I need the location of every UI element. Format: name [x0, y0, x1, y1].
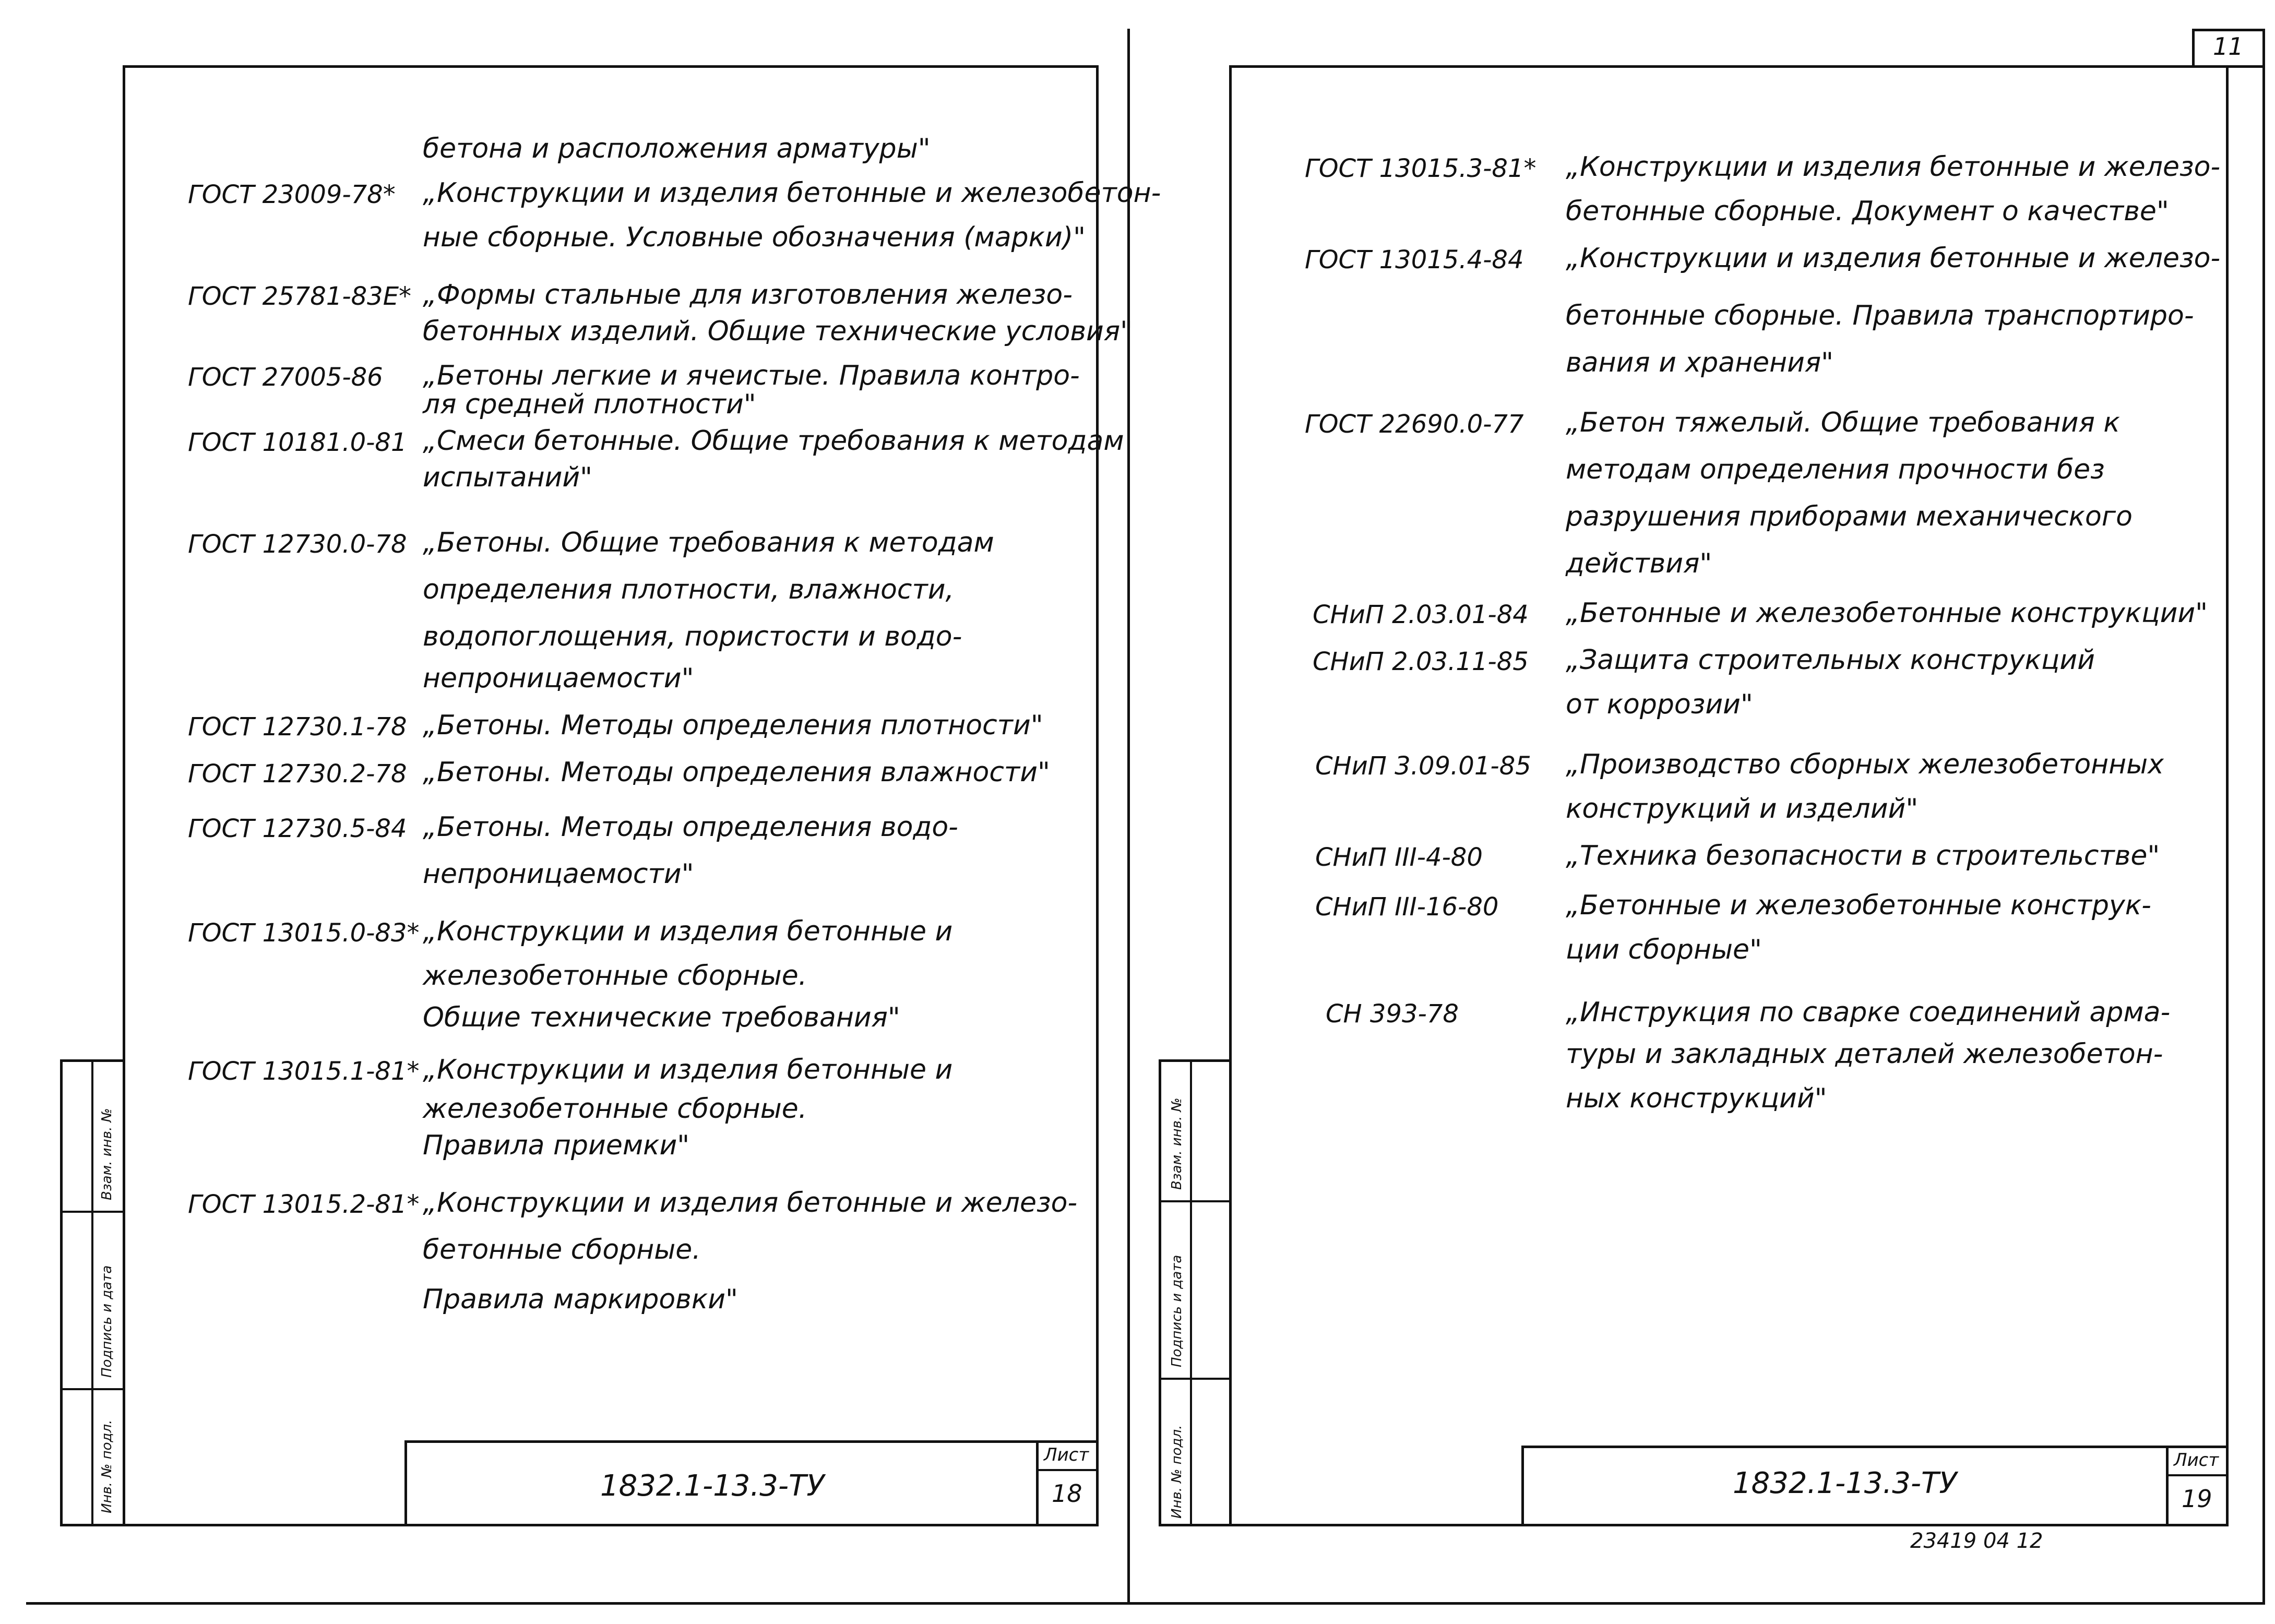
- right-entry-line: туры и закладных деталей железобетон-: [1566, 1038, 2163, 1070]
- left-entry-line: „Формы стальные для изготовления железо-: [423, 279, 1073, 311]
- right-entry-line: действия": [1566, 548, 1712, 579]
- left-entry-line: „Конструкции и изделия бетонные и: [423, 1054, 953, 1085]
- corner-number: 11: [2213, 32, 2244, 61]
- left-entry-line: „Конструкции и изделия бетонные и железо-: [423, 1187, 1078, 1219]
- right-entry-line: „Конструкции и изделия бетонные и железо-: [1566, 243, 2221, 274]
- right-margin-divider: [1190, 1059, 1192, 1526]
- right-entry-line: вания и хранения": [1566, 347, 1834, 378]
- left-entry-code: ГОСТ 12730.2-78: [188, 759, 407, 789]
- left-continuation-text: бетона и расположения арматуры": [423, 133, 931, 164]
- left-entry-line: „Бетоны. Методы определения влажности": [423, 757, 1050, 788]
- right-entry-code: ГОСТ 13015.3-81*: [1305, 154, 1536, 183]
- left-entry-line: „Смеси бетонные. Общие требования к методам: [423, 425, 1124, 457]
- left-margin-row: [60, 1211, 125, 1213]
- left-entry-line: Правила маркировки": [423, 1284, 738, 1315]
- archive-number: 23419 04 12: [1910, 1529, 2043, 1553]
- right-entry-code: СНиП III-4-80: [1315, 843, 1483, 872]
- left-entry-line: бетонных изделий. Общие технические условия": [423, 316, 1133, 347]
- left-entry-line: Общие технические требования": [423, 1002, 900, 1033]
- right-margin-row: [1159, 1200, 1232, 1202]
- left-margin-row: [60, 1388, 125, 1390]
- right-entry-line: ции сборные": [1566, 934, 1762, 965]
- right-entry-line: „Защита строительных конструкций: [1566, 644, 2095, 676]
- left-title-block-divider: [1036, 1440, 1039, 1526]
- right-entry-line: от коррозии": [1566, 689, 1753, 720]
- left-entry-line: определения плотности, влажности,: [423, 574, 955, 605]
- left-entry-line: ные сборные. Условные обозначения (марки)": [423, 222, 1086, 253]
- left-entry-line: бетонные сборные.: [423, 1234, 701, 1265]
- left-entry-code: ГОСТ 25781-83Е*: [188, 282, 412, 311]
- left-margin-label-1: Инв. № подл.: [99, 1419, 115, 1513]
- right-title-block-divider: [2166, 1446, 2169, 1526]
- right-entry-line: бетонные сборные. Документ о качестве": [1566, 196, 2169, 227]
- left-entry-line: ля средней плотности": [423, 389, 756, 420]
- right-margin-label-1: Инв. № подл.: [1169, 1425, 1185, 1519]
- left-entry-line: „Бетоны легкие и ячеистые. Правила контро-: [423, 360, 1080, 391]
- left-margin-label-3: Взам. инв. №: [99, 1108, 115, 1200]
- right-entry-code: ГОСТ 22690.0-77: [1305, 410, 1524, 439]
- left-entry-line: непроницаемости": [423, 663, 694, 694]
- left-margin-divider: [91, 1059, 93, 1526]
- right-sheet-number: 19: [2182, 1485, 2212, 1513]
- right-sheet-label: Лист: [2174, 1450, 2219, 1471]
- left-entry-code: ГОСТ 23009-78*: [188, 180, 396, 209]
- right-entry-line: ных конструкций": [1566, 1083, 1827, 1114]
- left-entry-line: „Конструкции и изделия бетонные и: [423, 916, 953, 947]
- left-entry-code: ГОСТ 27005-86: [188, 363, 383, 392]
- right-entry-line: конструкций и изделий": [1566, 793, 1919, 825]
- right-margin-label-3: Взам. инв. №: [1169, 1097, 1185, 1190]
- left-entry-line: Правила приемки": [423, 1130, 690, 1161]
- left-entry-line: железобетонные сборные.: [423, 960, 807, 992]
- bottom-border: [26, 1602, 2265, 1605]
- left-title-block-row: [1036, 1469, 1099, 1471]
- right-entry-line: „Бетонные и железобетонные конструкции": [1566, 598, 2208, 629]
- right-entry-line: бетонные сборные. Правила транспортиро-: [1566, 300, 2194, 331]
- left-entry-line: „Конструкции и изделия бетонные и железобетон-: [423, 177, 1161, 209]
- right-margin-row: [1159, 1378, 1232, 1380]
- left-sheet-number: 18: [1052, 1479, 1082, 1508]
- left-document-code: 1832.1-13.3-ТУ: [600, 1469, 825, 1503]
- right-title-block-row: [2166, 1474, 2229, 1476]
- left-entry-code: ГОСТ 12730.0-78: [188, 530, 407, 559]
- right-entry-line: методам определения прочности без: [1566, 454, 2105, 485]
- left-entry-code: ГОСТ 12730.1-78: [188, 712, 407, 742]
- left-entry-code: ГОСТ 13015.0-83*: [188, 918, 420, 948]
- left-entry-line: железобетонные сборные.: [423, 1093, 807, 1125]
- left-entry-line: „Бетоны. Методы определения плотности": [423, 710, 1043, 741]
- right-entry-line: „Бетонные и железобетонные конструк-: [1566, 890, 2151, 921]
- left-entry-line: „Бетоны. Методы определения водо-: [423, 811, 958, 843]
- left-entry-line: испытаний": [423, 462, 593, 493]
- right-document-code: 1832.1-13.3-ТУ: [1733, 1466, 1957, 1500]
- right-entry-line: „Техника безопасности в строительстве": [1566, 840, 2160, 871]
- right-entry-code: ГОСТ 13015.4-84: [1305, 245, 1524, 274]
- right-entry-line: разрушения приборами механического: [1566, 501, 2133, 532]
- right-margin-label-2: Подпись и дата: [1169, 1255, 1185, 1367]
- left-margin-label-2: Подпись и дата: [99, 1265, 115, 1378]
- left-entry-line: непроницаемости": [423, 858, 694, 890]
- right-entry-code: СНиП 2.03.01-84: [1313, 600, 1529, 629]
- right-entry-line: „Конструкции и изделия бетонные и железо-: [1566, 151, 2221, 183]
- left-entry-code: ГОСТ 12730.5-84: [188, 814, 407, 843]
- right-entry-code: СН 393-78: [1326, 999, 1459, 1029]
- right-entry-line: „Бетон тяжелый. Общие требования к: [1566, 407, 2120, 438]
- right-entry-line: „Производство сборных железобетонных: [1566, 749, 2164, 780]
- right-entry-line: „Инструкция по сварке соединений арма-: [1566, 997, 2171, 1028]
- left-entry-line: водопоглощения, пористости и водо-: [423, 621, 962, 652]
- left-entry-line: „Бетоны. Общие требования к методам: [423, 527, 994, 558]
- left-entry-code: ГОСТ 10181.0-81: [188, 428, 407, 457]
- left-entry-code: ГОСТ 13015.2-81*: [188, 1190, 420, 1219]
- right-border: [2262, 29, 2265, 1605]
- left-entry-code: ГОСТ 13015.1-81*: [188, 1057, 420, 1086]
- right-entry-code: СНиП III-16-80: [1315, 892, 1499, 922]
- right-entry-code: СНиП 3.09.01-85: [1315, 751, 1531, 781]
- left-sheet-label: Лист: [1044, 1444, 1089, 1465]
- right-entry-code: СНиП 2.03.11-85: [1313, 647, 1529, 676]
- center-divider: [1127, 29, 1130, 1605]
